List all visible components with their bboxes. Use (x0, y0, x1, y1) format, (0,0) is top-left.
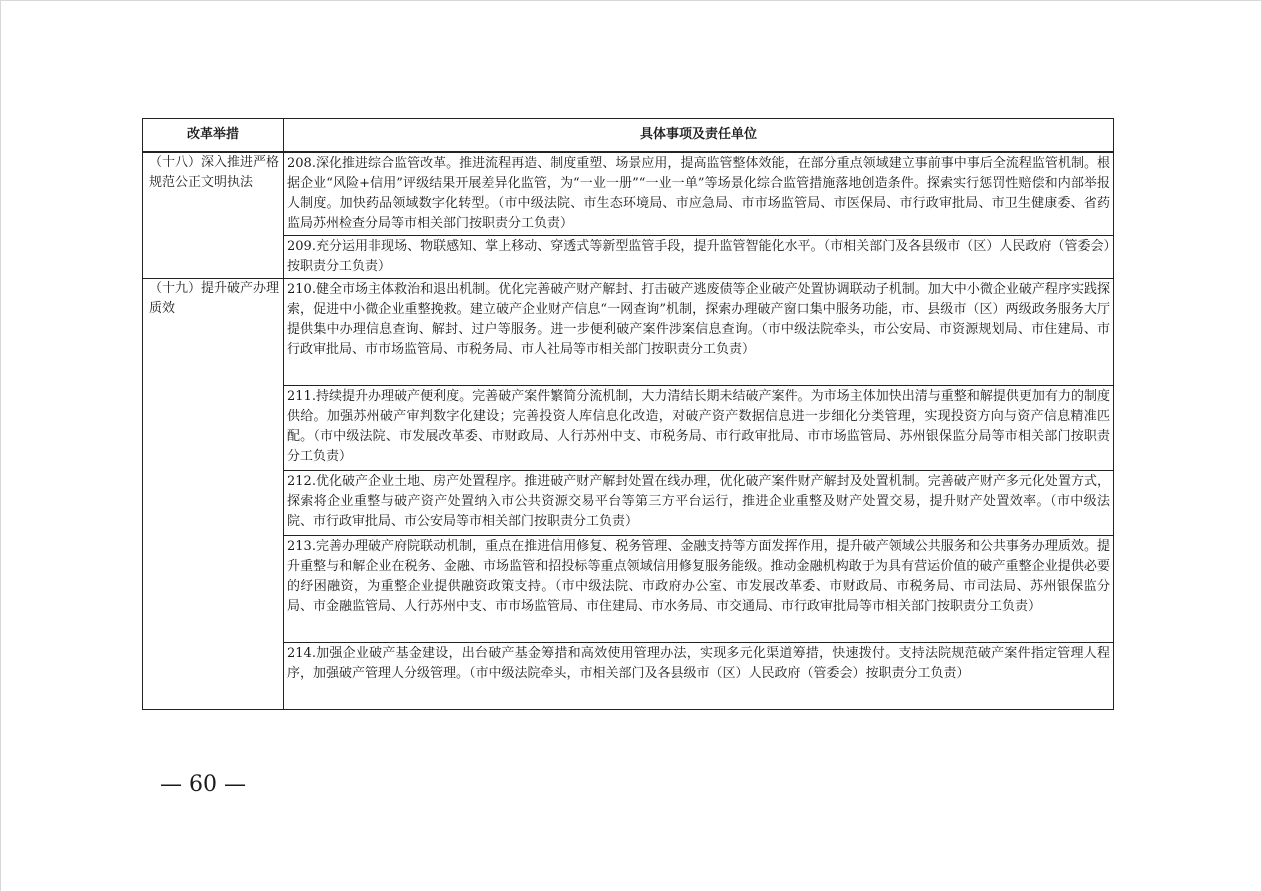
table-row (143, 536, 1114, 643)
measure-cell-18: （十八）深入推进严格规范公正文明执法 (143, 152, 284, 279)
table-row (143, 386, 1114, 471)
table-row (143, 471, 1114, 536)
table-row (143, 643, 1114, 710)
header-measure: 改革举措 (143, 119, 284, 153)
item-cell-210: 210.健全市场主体救治和退出机制。优化完善破产财产解封、打击破产逃废债等企业破产处置协调联动子机制。加大中小微企业破产程序实践探索，促进中小微企业重整挽救。建立破产企业财产信息“一网查询”机制，探索办理破产窗口集中服务功能，市、县级市（区）两级政务服务大厅提供集中办理信息查询、解封、过户等服务。进一步便利破产案件涉案信息查询。（市中级法院牵头，市公安局、市资源规划局、市住建局、市行政审批局、市市场监管局、市税务局、市人社局等市相关部门按职责分工负责） (284, 279, 1114, 386)
table-row (143, 279, 1114, 386)
item-cell-212: 212.优化破产企业土地、房产处置程序。推进破产财产解封处置在线办理，优化破产案件财产解封及处置机制。完善破产财产多元化处置方式，探索将企业重整与破产资产处置纳入市公共资源交易平台等第三方平台运行，推进企业重整及财产处置交易，提升财产处置效率。（市中级法院、市行政审批局、市公安局等市相关部门按职责分工负责） (284, 471, 1114, 536)
item-cell-208: 208.深化推进综合监管改革。推进流程再造、制度重塑、场景应用，提高监管整体效能，在部分重点领域建立事前事中事后全流程监管机制。根据企业“风险+信用”评级结果开展差异化监管，为“一业一册”“一业一单”等场景化综合监管措施落地创造条件。探索实行惩罚性赔偿和内部举报人制度。加快药品领域数字化转型。（市中级法院、市生态环境局、市应急局、市市场监管局、市医保局、市行政审批局、市卫生健康委、省药监局苏州检查分局等市相关部门按职责分工负责） (284, 152, 1114, 236)
page-number: — 60 — (160, 772, 246, 797)
table-row (143, 152, 1114, 236)
table-row (143, 236, 1114, 279)
item-cell-211: 211.持续提升办理破产便利度。完善破产案件繁简分流机制，大力清结长期未结破产案件。为市场主体加快出清与重整和解提供更加有力的制度供给。加强苏州破产审判数字化建设；完善投资人库信息化改造，对破产资产数据信息进一步细化分类管理，实现投资方向与资产信息精准匹配。（市中级法院、市发展改革委、市财政局、人行苏州中支、市税务局、市行政审批局、市市场监管局、苏州银保监分局等市相关部门按职责分工负责） (284, 386, 1114, 471)
item-cell-214: 214.加强企业破产基金建设，出台破产基金筹措和高效使用管理办法，实现多元化渠道筹措，快速拨付。支持法院规范破产案件指定管理人程序，加强破产管理人分级管理。（市中级法院牵头，市相关部门及各县级市（区）人民政府（管委会）按职责分工负责） (284, 643, 1114, 710)
item-cell-209: 209.充分运用非现场、物联感知、掌上移动、穿透式等新型监管手段，提升监管智能化水平。（市相关部门及各县级市（区）人民政府（管委会）按职责分工负责） (284, 236, 1114, 279)
table-header-row (143, 119, 1114, 153)
measure-cell-19: （十九）提升破产办理质效 (143, 279, 284, 710)
header-details: 具体事项及责任单位 (284, 119, 1114, 153)
item-cell-213: 213.完善办理破产府院联动机制，重点在推进信用修复、税务管理、金融支持等方面发挥作用，提升破产领域公共服务和公共事务办理质效。提升重整与和解企业在税务、金融、市场监管和招投标等重点领域信用修复服务能级。推动金融机构敢于为具有营运价值的破产重整企业提供必要的纾困融资，为重整企业提供融资政策支持。（市中级法院、市政府办公室、市发展改革委、市财政局、市税务局、市司法局、苏州银保监分局、市金融监管局、人行苏州中支、市市场监管局、市住建局、市水务局、市交通局、市行政审批局等市相关部门按职责分工负责） (284, 536, 1114, 643)
reform-table (142, 118, 1114, 710)
